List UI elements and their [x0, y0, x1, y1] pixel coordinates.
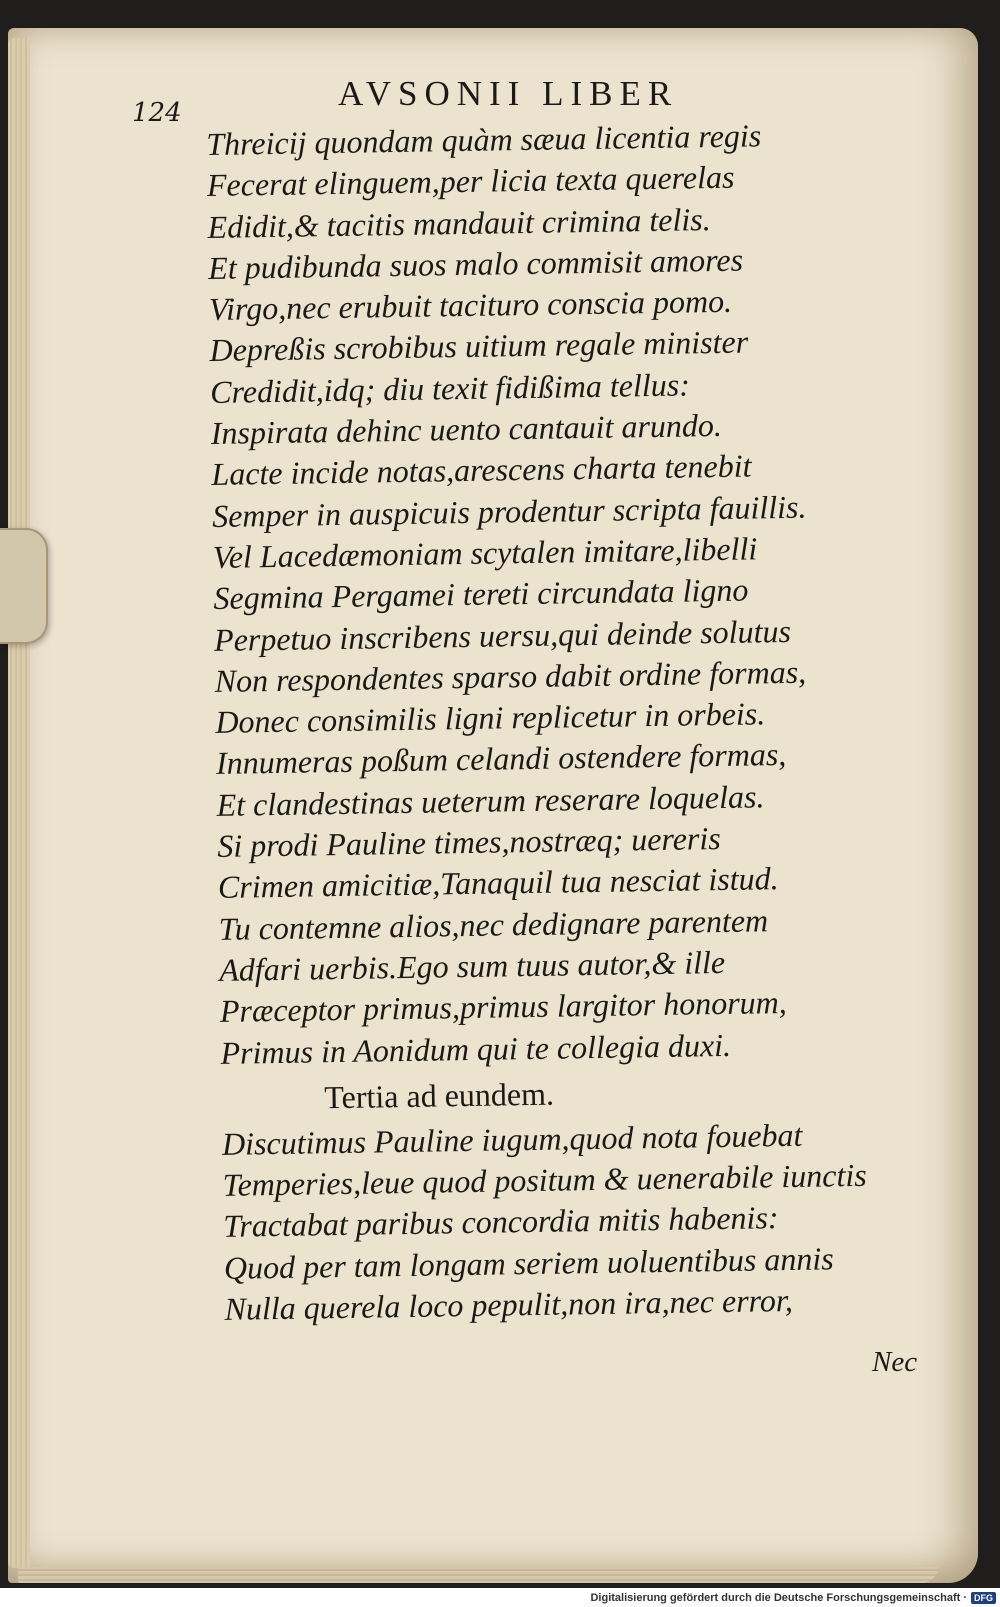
page-clip-tab — [0, 528, 48, 644]
verse-line: Perpetuo inscribens uersu,qui deinde solutus — [213, 612, 792, 658]
verse-line: Discutimus Pauline iugum,quod nota fouebat — [221, 1116, 803, 1162]
book-page — [8, 28, 978, 1583]
footer-bar — [0, 1588, 1000, 1607]
verse-line: Semper in auspicuis prodentur scripta fauillis. — [211, 488, 807, 534]
dfg-logo: DFG — [971, 1592, 996, 1604]
verse-line: Et clandestinas ueterum reserare loquelas. — [216, 778, 765, 823]
verse-line: Adfari uerbis.Ego sum tuus autor,& ille — [219, 943, 726, 988]
verse-line: Segmina Pergamei tereti circundata ligno — [213, 571, 749, 617]
verse-line: Virgo,nec erubuit tacituro conscia pomo. — [208, 282, 733, 328]
verse-line: Tu contemne alios,nec dedignare parentem — [218, 901, 769, 947]
verse-line: Innumeras poßum celandi ostendere formas, — [215, 736, 787, 782]
verse-line: Threicij quondam quàm sæua licentia regis — [206, 117, 762, 162]
verse-group-before — [206, 113, 921, 1074]
verse-line: Donec consimilis ligni replicetur in orbeis. — [215, 695, 766, 741]
verse-line: Lacte incide notas,arescens charta tenebit — [211, 447, 752, 493]
verse-line: Nulla querela loco pepulit,non ira,nec error, — [224, 1281, 794, 1327]
verse-line: Præceptor primus,primus largitor honorum, — [219, 984, 788, 1030]
verse-line: Non respondentes sparso dabit ordine formas, — [214, 653, 807, 699]
verse-line: Quod per tam longam seriem uoluentibus annis — [223, 1240, 834, 1286]
verse-line: Credidit,idq; diu texit fidißima tellus: — [209, 366, 691, 410]
verse-line: Inspirata dehinc uento cantauit arundo. — [210, 407, 723, 452]
verse-line: Et pudibunda suos malo commisit amores — [207, 241, 744, 286]
catchword: Nec — [872, 1346, 918, 1378]
page-number: 124 — [132, 98, 182, 128]
section-heading: Tertia ad eundem. — [324, 1075, 555, 1116]
verse-line: Fecerat elinguem,per licia texta querelas — [206, 159, 735, 204]
page-edge-bottom — [18, 1567, 938, 1583]
verse-line: Edidit,& tacitis mandauit crimina telis. — [207, 200, 711, 245]
verse-line: Tractabat paribus concordia mitis habenis: — [223, 1199, 779, 1245]
verse-line: Crimen amicitiæ,Tanaquil tua nesciat istud. — [217, 860, 779, 906]
running-head: AVSONII LIBER — [338, 74, 679, 113]
verse-text-block — [206, 113, 925, 1330]
verse-line: Vel Lacedæmoniam scytalen imitare,libelli — [212, 530, 758, 575]
page-edge-left — [8, 38, 30, 1568]
verse-line: Depreßis scrobibus uitium regale minister — [209, 323, 749, 369]
digitization-credit: Digitalisierung gefördert durch die Deutsche Forschungsgemeinschaft · — [590, 1591, 967, 1604]
verse-line: Si prodi Pauline times,nostræq; uereris — [217, 820, 721, 864]
verse-line: Temperies,leue quod positum & uenerabile iunctis — [222, 1156, 867, 1203]
verse-line: Primus in Aonidum qui te collegia duxi. — [220, 1026, 732, 1071]
verse-group-after — [222, 1113, 925, 1330]
